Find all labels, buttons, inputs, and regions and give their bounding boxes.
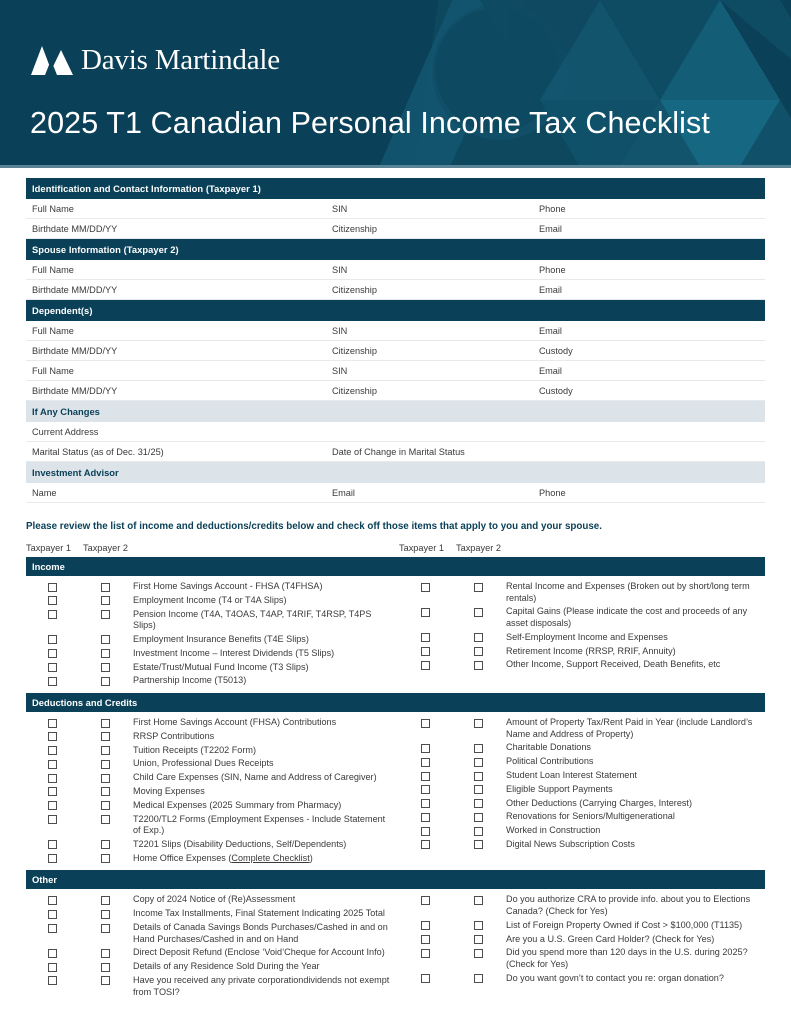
col-header-taxpayer1-right: Taxpayer 1: [399, 543, 444, 553]
checkbox-taxpayer1[interactable]: [421, 661, 430, 670]
info-field-label: Name: [32, 487, 57, 498]
info-row: [26, 280, 765, 300]
info-field-label: Full Name: [32, 365, 74, 376]
checkbox-taxpayer2[interactable]: [474, 935, 483, 944]
checkbox-taxpayer1[interactable]: [48, 746, 57, 755]
checklist-item-label: Other Deductions (Carrying Charges, Interest): [506, 797, 692, 808]
checkbox-taxpayer1[interactable]: [421, 921, 430, 930]
checklist-columns: [26, 712, 765, 866]
page-title: 2025 T1 Canadian Personal Income Tax Checklist: [30, 106, 710, 140]
checklist-item-label: T2200/TL2 Forms (Employment Expenses - Include Statement of Exp.): [133, 813, 386, 836]
checklist-columns: [26, 889, 765, 1000]
identification-tables: [26, 178, 765, 503]
info-field-label: Citizenship: [332, 385, 377, 396]
checklist-section-band: Income: [26, 557, 765, 576]
checklist-item-label: Have you received any private corporationdividends not exempt from TOSI?: [133, 974, 390, 997]
checkbox-taxpayer2[interactable]: [474, 719, 483, 728]
checkbox-taxpayer1[interactable]: [48, 635, 57, 644]
info-row: [26, 321, 765, 341]
info-row: [26, 199, 765, 219]
checkbox-taxpayer1[interactable]: [48, 815, 57, 824]
checkbox-taxpayer1[interactable]: [421, 785, 430, 794]
info-field-label: Birthdate MM/DD/YY: [32, 284, 118, 295]
info-row: [26, 260, 765, 280]
info-field-label: Full Name: [32, 325, 74, 336]
checkbox-taxpayer1[interactable]: [48, 719, 57, 728]
info-field-label: SIN: [332, 325, 348, 336]
checklist-item-label: Home Office Expenses (Complete Checklist): [133, 852, 313, 863]
checklist-column-right: [399, 894, 765, 1000]
info-field-label: Birthdate MM/DD/YY: [32, 385, 118, 396]
mountain-logo-icon: [30, 44, 74, 77]
info-field-label: Current Address: [32, 426, 99, 437]
col-header-taxpayer2-right: Taxpayer 2: [456, 543, 501, 553]
checklist-item-label: Pension Income (T4A, T4OAS, T4AP, T4RIF, T4RSP, T4PS Slips): [133, 608, 372, 631]
checkbox-taxpayer1[interactable]: [48, 840, 57, 849]
checklist-item-label: Worked in Construction: [506, 825, 601, 836]
checkbox-taxpayer1[interactable]: [48, 910, 57, 919]
checklist-item-label: Details of Canada Savings Bonds Purchases/Cashed in and on Hand Purchases/Cashed in and on Hand: [133, 922, 388, 944]
info-row: [26, 483, 765, 503]
checkbox-taxpayer2[interactable]: [474, 633, 483, 642]
checklist-item-label: First Home Savings Account (FHSA) Contributions: [133, 717, 337, 728]
info-row: [26, 442, 765, 462]
checkbox-taxpayer1[interactable]: [48, 610, 57, 619]
col-header-taxpayer1-left: Taxpayer 1: [26, 543, 71, 553]
checkbox-taxpayer1[interactable]: [48, 663, 57, 672]
info-row: [26, 361, 765, 381]
checklist-item-label: Political Contributions: [506, 756, 594, 767]
checklist-item: [399, 581, 765, 604]
checkbox-taxpayer1[interactable]: [421, 647, 430, 656]
checklist-item-label: Employment Insurance Benefits (T4E Slips): [133, 633, 309, 644]
checklist-item: [399, 756, 765, 768]
info-section-band: If Any Changes: [26, 401, 765, 422]
checkbox-taxpayer2[interactable]: [101, 924, 110, 933]
checkbox-taxpayer2[interactable]: [474, 974, 483, 983]
checklist-item: [26, 853, 399, 865]
header-divider-rule: [0, 165, 791, 168]
checkbox-taxpayer2[interactable]: [474, 744, 483, 753]
checklist-item: [26, 839, 399, 851]
info-field-label: SIN: [332, 264, 348, 275]
info-field-label: Full Name: [32, 264, 74, 275]
checkbox-taxpayer1[interactable]: [48, 924, 57, 933]
checkbox-taxpayer2[interactable]: [474, 921, 483, 930]
checkbox-taxpayer2[interactable]: [101, 746, 110, 755]
checkbox-taxpayer2[interactable]: [474, 949, 483, 958]
info-field-label: Citizenship: [332, 223, 377, 234]
checklist-item-label: Do you authorize CRA to provide info. about you to Elections Canada? (Check for Yes): [506, 894, 751, 917]
info-field-label: Marital Status (as of Dec. 31/25): [32, 446, 164, 457]
checklist-item-label: List of Foreign Property Owned if Cost > $100,000 (T1135): [506, 919, 743, 930]
checklist-item-label: RRSP Contributions: [133, 730, 215, 741]
info-row: [26, 219, 765, 239]
checkbox-taxpayer1[interactable]: [48, 787, 57, 796]
checklist-item-label: Employment Income (T4 or T4A Slips): [133, 594, 287, 605]
checklist-item: [26, 745, 399, 757]
info-field-label: Phone: [539, 203, 566, 214]
checklist-item: [399, 659, 765, 671]
checklist-item: [26, 961, 399, 973]
checklist-item: [399, 825, 765, 837]
checkbox-taxpayer2[interactable]: [101, 583, 110, 592]
checklist-item: [399, 934, 765, 946]
checklist-item: [26, 731, 399, 743]
checklist-sections: [26, 557, 765, 1000]
info-field-label: Citizenship: [332, 284, 377, 295]
checkbox-taxpayer1[interactable]: [48, 896, 57, 905]
info-field-label: Custody: [539, 385, 573, 396]
info-field-label: Phone: [539, 487, 566, 498]
info-section-band: Investment Advisor: [26, 462, 765, 483]
checkbox-taxpayer1[interactable]: [48, 649, 57, 658]
checkbox-taxpayer1[interactable]: [421, 813, 430, 822]
checkbox-taxpayer1[interactable]: [48, 583, 57, 592]
info-field-label: SIN: [332, 203, 348, 214]
checklist-item-label: T2201 Slips (Disability Deductions, Self/Dependents): [133, 838, 347, 849]
checkbox-taxpayer2[interactable]: [101, 963, 110, 972]
checklist-item-label: Investment Income – Interest Dividends (T5 Slips): [133, 647, 335, 658]
checklist-item-label: Do you want govn’t to contact you re: organ donation?: [506, 972, 724, 983]
checkbox-taxpayer1[interactable]: [48, 949, 57, 958]
checklist-item-label: Other Income, Support Received, Death Benefits, etc: [506, 659, 721, 670]
checkbox-taxpayer2[interactable]: [474, 758, 483, 767]
checklist-item: [399, 742, 765, 754]
checkbox-taxpayer2[interactable]: [101, 610, 110, 619]
checklist-item: [26, 758, 399, 770]
col-header-taxpayer2-left: Taxpayer 2: [83, 543, 128, 553]
checklist-item-label: Income Tax Installments, Final Statement Indicating 2025 Total: [133, 908, 385, 919]
checklist-column-left: [26, 894, 399, 1000]
checklist-item-label: Charitable Donations: [506, 742, 591, 753]
checkbox-taxpayer2[interactable]: [101, 787, 110, 796]
checklist-item-label: Student Loan Interest Statement: [506, 770, 637, 780]
checklist-item: [399, 798, 765, 810]
checkbox-taxpayer2[interactable]: [101, 774, 110, 783]
info-field-label: SIN: [332, 365, 348, 376]
checkbox-taxpayer2[interactable]: [101, 801, 110, 810]
checklist-item: [399, 606, 765, 629]
checklist-item: [26, 634, 399, 646]
info-field-label: Email: [539, 284, 562, 295]
checkbox-taxpayer1[interactable]: [48, 774, 57, 783]
checkbox-taxpayer2[interactable]: [474, 772, 483, 781]
info-field-label: Date of Change in Marital Status: [332, 446, 465, 457]
checklist-item-label: Eligible Support Payments: [506, 783, 613, 794]
checklist-column-right: [399, 581, 765, 689]
checkbox-taxpayer1[interactable]: [421, 935, 430, 944]
info-field-label: Citizenship: [332, 345, 377, 356]
checkbox-taxpayer2[interactable]: [101, 896, 110, 905]
info-field-label: Full Name: [32, 203, 74, 214]
checkbox-taxpayer2[interactable]: [474, 785, 483, 794]
checkbox-taxpayer2[interactable]: [101, 596, 110, 605]
checkbox-taxpayer2[interactable]: [474, 647, 483, 656]
info-section-band: Spouse Information (Taxpayer 2): [26, 239, 765, 260]
checklist-item-label: Child Care Expenses (SIN, Name and Address of Caregiver): [133, 772, 377, 783]
checkbox-taxpayer1[interactable]: [421, 719, 430, 728]
checklist-item: [26, 894, 399, 906]
checklist-item: [26, 922, 399, 945]
checklist-item-label: Are you a U.S. Green Card Holder? (Check for Yes): [506, 933, 715, 944]
checklist-item: [26, 675, 399, 687]
checkbox-taxpayer2[interactable]: [101, 732, 110, 741]
checklist-item: [399, 717, 765, 740]
checklist-item: [399, 947, 765, 970]
info-field-label: Birthdate MM/DD/YY: [32, 223, 118, 234]
checkbox-taxpayer2[interactable]: [101, 910, 110, 919]
checklist-item: [399, 894, 765, 917]
checkbox-taxpayer2[interactable]: [101, 649, 110, 658]
checklist-item: [26, 609, 399, 632]
checklist-item: [399, 784, 765, 796]
checklist-item: [26, 786, 399, 798]
checklist-item: [26, 975, 399, 998]
checkbox-taxpayer1[interactable]: [48, 854, 57, 863]
info-section-band: Dependent(s): [26, 300, 765, 321]
checklist-item: [399, 646, 765, 658]
page-header: [0, 0, 791, 168]
checklist-item-label: Union, Professional Dues Receipts: [133, 758, 274, 769]
brand-name: Davis Martindale: [81, 44, 280, 76]
checkbox-taxpayer2[interactable]: [474, 840, 483, 849]
checkbox-taxpayer2[interactable]: [474, 813, 483, 822]
checkbox-taxpayer2[interactable]: [101, 663, 110, 672]
checkbox-taxpayer1[interactable]: [421, 949, 430, 958]
checkbox-taxpayer1[interactable]: [48, 976, 57, 985]
checkbox-taxpayer1[interactable]: [48, 677, 57, 686]
checklist-item-label: Medical Expenses (2025 Summary from Pharmacy): [133, 799, 342, 810]
checkbox-taxpayer2[interactable]: [474, 608, 483, 617]
info-field-label: Email: [332, 487, 355, 498]
checklist-column-right: [399, 717, 765, 866]
checklist-column-left: [26, 717, 399, 866]
checklist-column-headers: [26, 543, 765, 553]
brand-logo: [30, 0, 761, 77]
checklist-item-label: Did you spend more than 120 days in the U.S. during 2025? (Check for Yes): [506, 947, 748, 969]
checkbox-taxpayer1[interactable]: [421, 608, 430, 617]
checklist-section-band: Other: [26, 870, 765, 889]
checkbox-taxpayer1[interactable]: [48, 760, 57, 769]
checklist-item-label: Tuition Receipts (T2202 Form): [133, 744, 256, 755]
checkbox-taxpayer2[interactable]: [101, 635, 110, 644]
checklist-item-label: Copy of 2024 Notice of (Re)Assessment: [133, 894, 296, 905]
checklist-item: [399, 811, 765, 823]
checkbox-taxpayer1[interactable]: [421, 772, 430, 781]
checklist-item: [399, 920, 765, 932]
checkbox-taxpayer2[interactable]: [101, 719, 110, 728]
checklist-item: [26, 648, 399, 660]
checklist-item: [26, 800, 399, 812]
checklist-item: [399, 973, 765, 985]
checkbox-taxpayer1[interactable]: [421, 583, 430, 592]
checkbox-taxpayer1[interactable]: [421, 633, 430, 642]
checklist-item: [26, 908, 399, 920]
checklist-item: [26, 662, 399, 674]
checkbox-taxpayer2[interactable]: [474, 799, 483, 808]
checkbox-taxpayer1[interactable]: [421, 758, 430, 767]
checkbox-taxpayer2[interactable]: [101, 949, 110, 958]
checklist-item: [26, 581, 399, 593]
checklist-item-label: Estate/Trust/Mutual Fund Income (T3 Slips): [133, 661, 309, 672]
checklist-item-label: Amount of Property Tax/Rent Paid in Year (include Landlord’s Name and Address of Property): [506, 717, 753, 739]
checklist-item: [26, 717, 399, 729]
checklist-item: [26, 947, 399, 959]
checklist-item-label: Self-Employment Income and Expenses: [506, 631, 668, 642]
checklist-item-label: First Home Savings Account - FHSA (T4FHSA): [133, 581, 323, 591]
checkbox-taxpayer1[interactable]: [48, 801, 57, 810]
checklist-item-label: Details of any Residence Sold During the Year: [133, 961, 320, 972]
checklist-columns: [26, 576, 765, 689]
checklist-item: [399, 632, 765, 644]
info-field-label: Email: [539, 365, 562, 376]
checklist-item-label: Retirement Income (RRSP, RRIF, Annuity): [506, 645, 676, 656]
checkbox-taxpayer2[interactable]: [474, 896, 483, 905]
checklist-item: [26, 772, 399, 784]
checkbox-taxpayer2[interactable]: [101, 677, 110, 686]
checklist-item-label: Digital News Subscription Costs: [506, 838, 635, 849]
checkbox-taxpayer1[interactable]: [421, 840, 430, 849]
checkbox-taxpayer1[interactable]: [48, 732, 57, 741]
checkbox-taxpayer1[interactable]: [48, 596, 57, 605]
checkbox-taxpayer2[interactable]: [101, 840, 110, 849]
checklist-column-left: [26, 581, 399, 689]
checkbox-taxpayer2[interactable]: [474, 661, 483, 670]
checkbox-taxpayer2[interactable]: [474, 583, 483, 592]
checklist-section-band: Deductions and Credits: [26, 693, 765, 712]
checklist-item-label: Partnership Income (T5013): [133, 675, 247, 686]
info-field-label: Custody: [539, 345, 573, 356]
instruction-text: Please review the list of income and deductions/credits below and check off those items that apply to you and your spouse.: [26, 521, 602, 532]
checkbox-taxpayer1[interactable]: [421, 896, 430, 905]
checkbox-taxpayer1[interactable]: [421, 827, 430, 836]
info-section-band: Identification and Contact Information (Taxpayer 1): [26, 178, 765, 199]
checkbox-taxpayer1[interactable]: [421, 744, 430, 753]
checklist-item-label: Renovations for Seniors/Multigenerational: [506, 811, 675, 822]
checklist-item-label: Capital Gains (Please indicate the cost and proceeds of any asset disposals): [506, 606, 748, 628]
checkbox-taxpayer2[interactable]: [101, 854, 110, 863]
checklist-item: [26, 595, 399, 607]
checkbox-taxpayer2[interactable]: [101, 760, 110, 769]
checkbox-taxpayer1[interactable]: [48, 963, 57, 972]
info-row: [26, 422, 765, 442]
info-field-label: Email: [539, 325, 562, 336]
checkbox-taxpayer2[interactable]: [474, 827, 483, 836]
checklist-item: [399, 770, 765, 782]
checkbox-taxpayer1[interactable]: [421, 974, 430, 983]
checkbox-taxpayer1[interactable]: [421, 799, 430, 808]
info-field-label: Email: [539, 223, 562, 234]
checklist-item-label: Moving Expenses: [133, 785, 205, 796]
checklist-item-label: Direct Deposit Refund (Enclose ‘Void’Cheque for Account Info): [133, 947, 385, 958]
info-row: [26, 341, 765, 361]
checklist-item: [26, 814, 399, 837]
info-field-label: Birthdate MM/DD/YY: [32, 345, 118, 356]
info-field-label: Phone: [539, 264, 566, 275]
info-row: [26, 381, 765, 401]
checklist-item: [399, 839, 765, 851]
checkbox-taxpayer2[interactable]: [101, 976, 110, 985]
checkbox-taxpayer2[interactable]: [101, 815, 110, 824]
checklist-item-label: Rental Income and Expenses (Broken out by short/long term rentals): [506, 581, 750, 603]
